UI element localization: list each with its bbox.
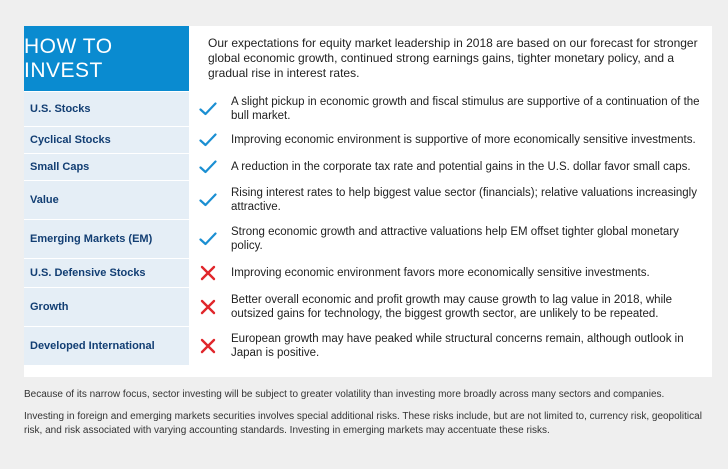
row-label: Cyclical Stocks: [24, 127, 189, 153]
row-label: U.S. Defensive Stocks: [24, 259, 189, 287]
table-header: [24, 26, 712, 91]
row-label: Emerging Markets (EM): [24, 220, 189, 258]
footnote-foreign: Investing in foreign and emerging markets securities involves special additional risks. These risks include, but are not limited to, currency risk, geopolitical risk, and risk associated with varying accounting standards. Investing in emerging markets may accentuate these risks.: [24, 411, 702, 436]
table-intro: Our expectations for equity market leadership in 2018 are based on our forecast for stronger global economic growth, continued strong earnings gains, tighter monetary policy, and a gradual rise in interest rates.: [208, 36, 698, 80]
how-to-invest-table: [24, 26, 712, 377]
footnotes: [24, 388, 714, 446]
x-icon: [189, 265, 227, 281]
table-row: [24, 258, 712, 287]
row-description: Improving economic environment is supportive of more economically sensitive investments.: [231, 134, 696, 146]
row-description: Rising interest rates to help biggest value sector (financials); relative valuations increasingly attractive.: [231, 187, 697, 213]
x-icon: [189, 338, 227, 354]
table-row: [24, 219, 712, 258]
table-row: [24, 326, 712, 365]
row-description: European growth may have peaked while structural concerns remain, although outlook in Japan is positive.: [231, 333, 684, 359]
row-label: U.S. Stocks: [24, 92, 189, 126]
row-label: Developed International: [24, 327, 189, 365]
table-row: [24, 287, 712, 326]
x-icon: [189, 299, 227, 315]
row-label: Value: [24, 181, 189, 219]
table-row: [24, 180, 712, 219]
row-description: Strong economic growth and attractive valuations help EM offset tighter global monetary policy.: [231, 226, 679, 252]
row-description: A reduction in the corporate tax rate and potential gains in the U.S. dollar favor small caps.: [231, 161, 691, 173]
table-title: HOW TO INVEST: [24, 26, 189, 91]
check-icon: [189, 160, 227, 174]
table-row: [24, 153, 712, 180]
check-icon: [189, 102, 227, 116]
table-row: [24, 91, 712, 126]
row-description: Better overall economic and profit growth may cause growth to lag value in 2018, while outsized gains for technology, the biggest growth sector, are unlikely to be repeated.: [231, 294, 673, 320]
row-description: A slight pickup in economic growth and fiscal stimulus are supportive of a continuation of the bull market.: [231, 96, 700, 122]
check-icon: [189, 232, 227, 246]
check-icon: [189, 133, 227, 147]
footnote-sector: Because of its narrow focus, sector investing will be subject to greater volatility than investing more broadly across many sectors and companies.: [24, 389, 665, 400]
row-description: Improving economic environment favors more economically sensitive investments.: [231, 267, 650, 279]
row-label: Growth: [24, 288, 189, 326]
row-label: Small Caps: [24, 154, 189, 180]
table-row: [24, 126, 712, 153]
check-icon: [189, 193, 227, 207]
